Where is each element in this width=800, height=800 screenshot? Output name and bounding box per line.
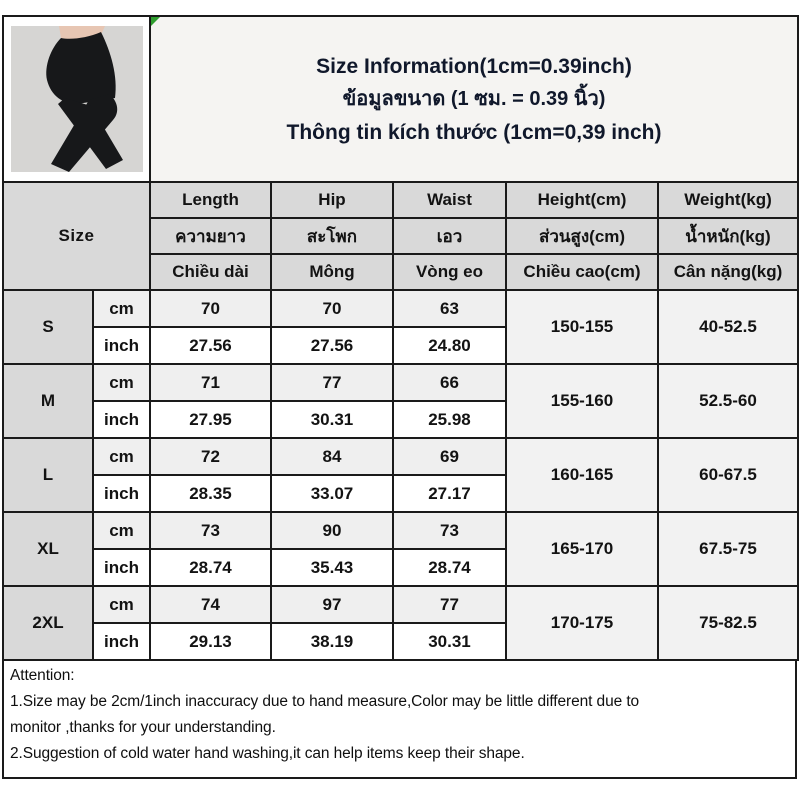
- value-m-hip-inch: 30.31: [271, 401, 393, 438]
- value-xl-length-inch: 28.74: [150, 549, 271, 586]
- unit-label-inch: inch: [93, 549, 150, 586]
- value-l-height: 160-165: [506, 438, 658, 512]
- value-m-length-cm: 71: [150, 364, 271, 401]
- green-triangle-marker-icon: [151, 17, 160, 26]
- table-row-xl-cm: [3, 512, 798, 549]
- col-header-hip-th: สะโพก: [271, 218, 393, 254]
- value-2xl-weight: 75-82.5: [658, 586, 798, 660]
- value-2xl-height: 170-175: [506, 586, 658, 660]
- value-l-waist-inch: 27.17: [393, 475, 506, 512]
- table-row-2xl-cm: [3, 586, 798, 623]
- value-xl-hip-cm: 90: [271, 512, 393, 549]
- value-xl-waist-inch: 28.74: [393, 549, 506, 586]
- attention-line-3: 2.Suggestion of cold water hand washing,it can help items keep their shape.: [10, 745, 525, 762]
- value-s-weight: 40-52.5: [658, 290, 798, 364]
- unit-label-inch: inch: [93, 623, 150, 660]
- col-header-weight-vi: Cân nặng(kg): [658, 254, 798, 290]
- value-l-length-inch: 28.35: [150, 475, 271, 512]
- product-photo-cell: [3, 16, 150, 182]
- unit-label-inch: inch: [93, 327, 150, 364]
- attention-line-1: 1.Size may be 2cm/1inch inaccuracy due to hand measure,Color may be little different due to: [10, 693, 640, 710]
- unit-label-inch: inch: [93, 475, 150, 512]
- size-chart-sheet: [2, 15, 797, 779]
- size-info-title-block: [150, 16, 798, 182]
- value-m-waist-cm: 66: [393, 364, 506, 401]
- value-l-length-cm: 72: [150, 438, 271, 475]
- value-l-waist-cm: 69: [393, 438, 506, 475]
- value-s-hip-inch: 27.56: [271, 327, 393, 364]
- value-2xl-waist-inch: 30.31: [393, 623, 506, 660]
- unit-label-inch: inch: [93, 401, 150, 438]
- col-header-length-th: ความยาว: [150, 218, 271, 254]
- value-xl-hip-inch: 35.43: [271, 549, 393, 586]
- title-vietnamese: Thông tin kích thước (1cm=0,39 inch): [286, 120, 662, 144]
- size-label-2xl: 2XL: [3, 586, 93, 660]
- title-row: [3, 16, 798, 182]
- value-m-waist-inch: 25.98: [393, 401, 506, 438]
- attention-heading: Attention:: [10, 667, 75, 684]
- leggings-image: [11, 26, 143, 172]
- size-label-s: S: [3, 290, 93, 364]
- value-s-waist-cm: 63: [393, 290, 506, 327]
- table-row-m-cm: [3, 364, 798, 401]
- value-s-length-inch: 27.56: [150, 327, 271, 364]
- value-xl-height: 165-170: [506, 512, 658, 586]
- col-header-hip-vi: Mông: [271, 254, 393, 290]
- value-xl-weight: 67.5-75: [658, 512, 798, 586]
- table-row-s-cm: [3, 290, 798, 327]
- col-header-hip-en: Hip: [271, 182, 393, 218]
- col-header-length-en: Length: [150, 182, 271, 218]
- col-header-height-th: ส่วนสูง(cm): [506, 218, 658, 254]
- value-l-hip-inch: 33.07: [271, 475, 393, 512]
- col-header-height-vi: Chiều cao(cm): [506, 254, 658, 290]
- value-l-hip-cm: 84: [271, 438, 393, 475]
- value-m-weight: 52.5-60: [658, 364, 798, 438]
- unit-label-cm: cm: [93, 438, 150, 475]
- col-header-weight-th: น้ำหนัก(kg): [658, 218, 798, 254]
- col-header-length-vi: Chiều dài: [150, 254, 271, 290]
- col-header-waist-en: Waist: [393, 182, 506, 218]
- unit-label-cm: cm: [93, 586, 150, 623]
- unit-label-cm: cm: [93, 512, 150, 549]
- value-m-hip-cm: 77: [271, 364, 393, 401]
- table-row-l-cm: [3, 438, 798, 475]
- value-xl-length-cm: 73: [150, 512, 271, 549]
- value-2xl-hip-inch: 38.19: [271, 623, 393, 660]
- col-header-weight-en: Weight(kg): [658, 182, 798, 218]
- attention-line-2: monitor ,thanks for your understanding.: [10, 719, 276, 736]
- unit-label-cm: cm: [93, 290, 150, 327]
- value-2xl-hip-cm: 97: [271, 586, 393, 623]
- value-s-height: 150-155: [506, 290, 658, 364]
- col-header-waist-vi: Vòng eo: [393, 254, 506, 290]
- size-table: [2, 15, 799, 661]
- value-l-weight: 60-67.5: [658, 438, 798, 512]
- title-thai: ข้อมูลขนาด (1 ซม. = 0.39 นิ้ว): [342, 87, 606, 110]
- size-header: Size: [3, 182, 150, 290]
- col-header-waist-th: เอว: [393, 218, 506, 254]
- unit-label-cm: cm: [93, 364, 150, 401]
- product-photo: [11, 26, 143, 172]
- value-m-height: 155-160: [506, 364, 658, 438]
- value-s-hip-cm: 70: [271, 290, 393, 327]
- value-m-length-inch: 27.95: [150, 401, 271, 438]
- header-row-english: [3, 182, 798, 218]
- value-s-length-cm: 70: [150, 290, 271, 327]
- value-s-waist-inch: 24.80: [393, 327, 506, 364]
- size-label-l: L: [3, 438, 93, 512]
- size-label-xl: XL: [3, 512, 93, 586]
- col-header-height-en: Height(cm): [506, 182, 658, 218]
- title-english: Size Information(1cm=0.39inch): [316, 54, 632, 78]
- value-2xl-length-cm: 74: [150, 586, 271, 623]
- value-2xl-length-inch: 29.13: [150, 623, 271, 660]
- attention-box: [2, 659, 797, 779]
- size-label-m: M: [3, 364, 93, 438]
- value-xl-waist-cm: 73: [393, 512, 506, 549]
- value-2xl-waist-cm: 77: [393, 586, 506, 623]
